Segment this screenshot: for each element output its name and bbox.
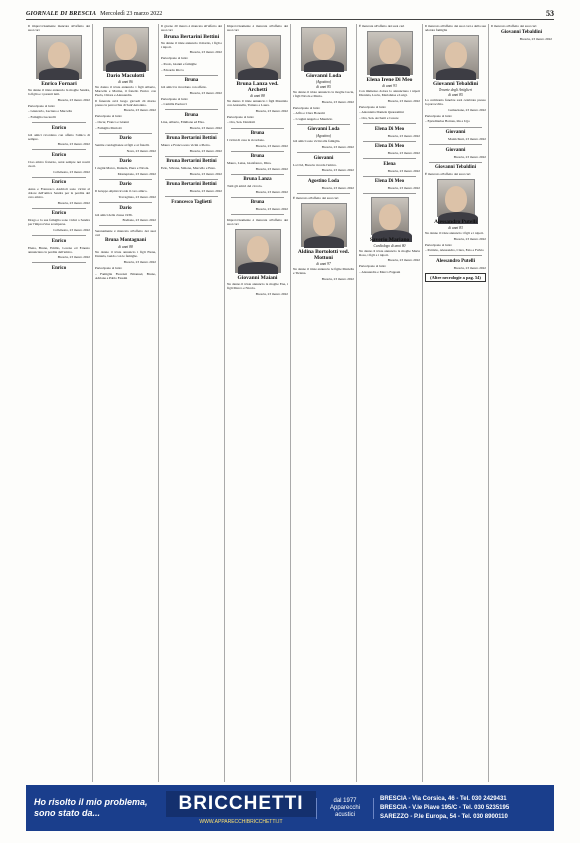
portrait-photo [433, 35, 479, 79]
notice-text: Ne danno il triste annuncio i figli e i nipoti. [425, 231, 484, 236]
issue-date: Mercoledì 23 marzo 2022 [100, 10, 163, 17]
notice-date: Brescia, 23 marzo 2022 [387, 133, 420, 138]
participant: – Famiglia Mariotti [95, 125, 122, 130]
column-2 [92, 24, 158, 782]
portrait-photo [301, 27, 347, 71]
notice-date: Brescia, 23 marzo 2022 [57, 97, 90, 102]
notice-date: Brescia, 23 marzo 2022 [321, 99, 354, 104]
deceased-name: Giovanni Tebaldini [501, 29, 542, 35]
notice-date: Brescia, 23 marzo 2022 [321, 168, 354, 173]
notice-date: Brescia, 23 marzo 2022 [321, 185, 354, 190]
participant: – Epruditerise Bornus, Ida e Ugo [425, 119, 470, 124]
ad-addresses [374, 795, 554, 822]
notice-date: Collebeato, 23 marzo 2022 [53, 228, 90, 232]
deceased-name: Enrico [51, 180, 67, 186]
deceased-name: Elena Di Meo [374, 144, 405, 150]
column-3 [158, 24, 224, 782]
notice-text: Ne danno il triste annuncio la moglie Maria Rosa, i figli e i nipoti. [359, 248, 420, 257]
intro-text: Il mancato all'affetto dei suoi cari e della sua adorata famiglia [425, 24, 486, 33]
ad-since-line-3: acustici [334, 811, 355, 818]
notice-date: Nave, 23 marzo 2022 [126, 148, 156, 153]
notice-text: La Cbd, Brescia ricorda l'amico. [293, 162, 337, 167]
participants-heading: Partecipano al lutto: [227, 114, 255, 119]
portrait-photo [301, 203, 347, 247]
notice-date: Brescia, 23 marzo 2022 [387, 258, 420, 263]
notice-text: Sentite condoglianze ai figli e ai fratelli. [95, 143, 150, 148]
deceased-name: Enrico [51, 238, 67, 244]
deceased-name: Enrico [51, 152, 67, 158]
notice-date: Travagliato, 23 marzo 2022 [118, 195, 156, 200]
notice-date: Lumezzane, 23 marzo 2022 [448, 107, 486, 112]
notice-date: Brescia, 23 marzo 2022 [453, 236, 486, 241]
intro-text: Il giorno 20 marzo è mancata all'affetto dei suoi cari [161, 24, 222, 33]
ad-brand [166, 791, 316, 825]
ad-website: WWW.APPARECCHIBRICCHETTI.IT [199, 819, 283, 825]
participants-heading: Partecipano al lutto: [161, 56, 189, 61]
deceased-age: di anni 85 [316, 85, 331, 89]
deceased-name: Bruna Bertarini Bettini [166, 136, 217, 142]
deceased-title: Cardiologo di anni 80 [373, 243, 406, 248]
notice-text: Gli amici sono vicini alla famiglia. [293, 139, 341, 144]
column-5 [290, 24, 356, 782]
portrait-photo [437, 179, 475, 217]
column-8 [488, 24, 554, 782]
participant: – Alessandra e Marco Fappani [359, 269, 401, 274]
notice-date: Brescia, 23 marzo 2022 [255, 143, 288, 148]
intro-text: Improvvisamente è mancata all'affetto dei suoi cari [227, 217, 288, 226]
deceased-name: Bruna [184, 112, 199, 118]
participant: – Oscar, Franco e Gianni [95, 120, 129, 125]
deceased-age: di anni 97 [316, 262, 331, 267]
deceased-nickname: (Agostino) [315, 134, 332, 139]
notice-text: I vicini di casa la ricordano. [227, 138, 265, 143]
notice-text: Gli amici la ricordano con affetto. [161, 85, 208, 90]
notice-text: Ne danno il triste annuncio la moglie Ena, i figli Marco e Nicola. [227, 282, 288, 291]
notice-date: Brescia, 23 marzo 2022 [255, 108, 288, 113]
notice-date: Brescia, 23 marzo 2022 [189, 50, 222, 55]
deceased-name: Giovanni Tebaldini [432, 81, 479, 88]
deceased-name: Dario Maculotti [106, 73, 145, 79]
notice-date: Brescia, 23 marzo 2022 [57, 200, 90, 205]
ad-address: BRESCIA - V.le Piave 195/C - Tel. 030 5235195 [380, 804, 510, 811]
deceased-name: Bruna [184, 78, 199, 84]
deceased-name: Enrico [51, 125, 67, 131]
notice-date: Brescia, 23 marzo 2022 [57, 255, 90, 260]
column-6 [356, 24, 422, 782]
deceased-age: di anni 93 [382, 84, 397, 89]
deceased-name: Dario [119, 136, 132, 142]
ad-since-line-2: Apparecchi [329, 804, 361, 811]
deceased-nickname: (Agostino) [315, 80, 332, 84]
participants-heading: Partecipano al lutto: [359, 264, 387, 269]
deceased-name: Agostino Loda [307, 178, 340, 184]
participants-heading: Partecipano al lutto: [359, 104, 387, 109]
intro-text: Improvvisamente è mancata all'affetto dei suoi cari [227, 24, 288, 33]
participants-heading: Partecipano al lutto: [28, 103, 56, 108]
intro-text: Serenamente è mancata all'affetto dei suoi cari [95, 228, 156, 237]
notice-text: Ne danno il triste annuncio i figli Maurizio con Antonella, Tiziano e Laura. [227, 99, 288, 108]
participants-heading: Partecipano al lutto: [293, 105, 321, 110]
notice-text: I cugini Marco, Daniela, Piera e Nicola. [95, 166, 150, 171]
notice-date: Brescia, 23 marzo 2022 [255, 207, 288, 212]
column-4 [224, 24, 290, 782]
participant: – Patrizio, Alessandro, Clara, Ezio e Fulvio [425, 248, 484, 253]
ad-slogan-line-1: Ho risolto il mio problema, [34, 797, 148, 807]
notice-date: Brescia, 23 marzo 2022 [57, 142, 90, 147]
deceased-name: Giovanni Maiani [237, 275, 278, 282]
notice-date: Brescia, 23 marzo 2022 [321, 276, 354, 281]
column-1 [26, 24, 92, 782]
notice-text: Tutti gli amici del circolo. [227, 184, 263, 189]
deceased-age: di anni 83 [448, 226, 463, 231]
notice-text: Ne danno il triste annuncio le figlie Mariella e Tiziana. [293, 267, 354, 276]
portrait-photo [371, 197, 409, 235]
participants-heading: Partecipano al lutto: [95, 266, 123, 270]
notice-text: Ne danno il triste annuncio la moglie Lucia, i figli Nicola e Maria. [293, 90, 354, 99]
participant: – Famiglia Lucarelli [28, 115, 56, 120]
ad-since-year: dal 1977 [333, 797, 357, 804]
page-header [26, 8, 554, 20]
participant: – Famiglia Fiorenzi Emanuel, Bruno, Adriana e Pablo Fassini [95, 271, 156, 280]
deceased-name: Elena Di Meo [374, 126, 405, 132]
deceased-name: Enrico [51, 211, 67, 217]
deceased-name: Giovanni Loda [307, 127, 340, 133]
ad-since [316, 798, 374, 819]
participant: – Paolo, Gianni e famiglie [161, 61, 197, 66]
notice-text: Con immenso dolore lo annunciano i nipoti Dionisia, Lucia, Marialuisa e Luigi. [359, 89, 420, 98]
deceased-age: di anni 88 [118, 245, 133, 250]
notice-text: Ne danno il triste annuncio i figli Alberto, Marcella e Marina, il fratello Enrico con Paola, Chiara e Alessandra. [95, 85, 156, 98]
deceased-name: Bruna Lanza [243, 177, 272, 183]
notice-text: Anna e Francesco Andrioli sono vicini al dolore dell'amica Sandra per la perdita del caro amico. [28, 187, 90, 200]
deceased-name: Giovanni [445, 147, 466, 153]
notice-text: Ciao amico fraterno, sarai sempre nei nostri cuori. [28, 159, 90, 168]
deceased-name: Enrico Fornari [41, 81, 77, 88]
participant: – Camilla Paolucci [161, 102, 187, 107]
deceased-age: di anni 85 [448, 93, 463, 98]
notice-date: Brescia, 23 marzo 2022 [123, 260, 156, 264]
deceased-name: Aldina Bortolotti ved. Mottoni [297, 249, 350, 262]
participant: – Alfio e Clara Bonomi [293, 111, 325, 116]
deceased-name: Bruna Bertarini Bettini [163, 33, 220, 40]
notice-text: Il Gruppo Alpini ricorda il caro amico. [95, 189, 148, 194]
notice-text: Il funerale avrà luogo giovedì 24 marzo presso la parrocchia di Sant'Antonino. [95, 98, 156, 107]
notice-text: Ne danno il triste annuncio il marito, i figli e i nipoti. [161, 40, 222, 49]
deceased-name: Alessandro Putelli [436, 258, 475, 264]
notice-date: Brescia, 23 marzo 2022 [387, 151, 420, 156]
ad-slogan [26, 797, 166, 819]
ad-address: BRESCIA - Via Corsica, 46 - Tel. 030 2429431 [380, 795, 507, 802]
notice-text: Elena, Bruna, Emilio, Lorena ed Ernesto annunciano la perdita dell'amico. [28, 245, 90, 254]
deceased-name: Bruna [250, 131, 265, 137]
notice-text: Drago e la sua famiglia sono vicini a Sandra per l'improvvisa scomparsa. [28, 218, 90, 227]
deceased-name: Bruna [250, 200, 265, 206]
deceased-name: Enrico [51, 265, 67, 271]
notice-date: Brescia, 23 marzo 2022 [189, 90, 222, 95]
column-7 [422, 24, 488, 782]
deceased-name: Bruna Lanza ved. Archetti [236, 81, 279, 94]
deceased-name: Bruna Bertarini Bettini [166, 159, 217, 165]
deceased-name: Elena [383, 161, 396, 167]
notice-date: Brescia, 23 marzo 2022 [387, 168, 420, 173]
participants-heading: Partecipano al lutto: [425, 242, 453, 247]
deceased-name: Dario [119, 182, 132, 188]
notice-text: Mauro e Franca sono vicini a Pietro. [161, 143, 211, 148]
deceased-age: di anni 86 [118, 80, 133, 84]
portrait-photo [235, 229, 281, 273]
notice-date: Brescia, 23 marzo 2022 [255, 166, 288, 171]
notice-text: Gli amici ricordano con affetto l'amico di sempre. [28, 132, 90, 141]
notice-date: Brescia, 23 marzo 2022 [255, 291, 288, 296]
intro-text: Il improvvisamente mancata all'affetto dei suoi cari [28, 24, 90, 33]
participants-heading: Partecipano al lutto: [161, 96, 189, 101]
intro-text: È mancata all'affetto dei suoi cari [359, 24, 405, 28]
deceased-name: Elena Di Meo [374, 179, 405, 185]
deceased-name: Bruna Bertarini Bettini [166, 182, 217, 188]
notice-text: Mauro, Luisa, Gianfranco, Dina. [227, 161, 272, 166]
participant: – Ora, Sen. Archetti e Cesare [359, 115, 399, 120]
notice-text: È mancato all'affetto dei suoi cari [425, 172, 471, 177]
deceased-name: Elena Irene Di Meo [366, 77, 413, 84]
notice-date: Brescia, 23 marzo 2022 [255, 189, 288, 194]
portrait-photo [235, 35, 281, 79]
deceased-name: Francesco Taglietti [171, 199, 212, 205]
participant: – Antonietta Daniela Quaresmini [359, 110, 404, 115]
portrait-photo [36, 35, 82, 79]
participant: – Edoardo Ricca [161, 67, 184, 72]
publication-name: GIORNALE DI BRESCIA [26, 10, 97, 17]
notice-date: Brescia, 23 marzo 2022 [321, 145, 354, 150]
notice-text: Ezio, Silvana, Simone, Marcello e Enzo. [161, 166, 217, 171]
deceased-name: Giovanni [445, 130, 466, 136]
deceased-name: Bruna [250, 154, 265, 160]
intro-text: Il mancato all'affetto dei suoi cari [491, 24, 537, 28]
advertisement-banner[interactable] [26, 785, 554, 831]
deceased-title: Tenente degli Artiglieri [438, 88, 473, 93]
notice-text: Ne danno il triste annuncio la moglie Sandra, la figlia e i parenti tutti. [28, 88, 90, 97]
page-number: 53 [546, 9, 554, 18]
deceased-name: Giovanni Loda [305, 73, 342, 79]
notice-date: Brescia, 23 marzo 2022 [189, 189, 222, 194]
notice-date: Brescia, 23 marzo 2022 [189, 171, 222, 176]
notice-text: Gli amici della classe 1936. [95, 212, 133, 217]
ad-slogan-line-2: sono stato da... [34, 808, 101, 818]
notice-date: Collebeato, 23 marzo 2022 [53, 169, 90, 174]
notice-date: Brescia, 23 marzo 2022 [189, 148, 222, 153]
notice-date: Bodiano, 23 marzo 2022 [122, 218, 156, 223]
notice-date: Brescia, 23 marzo 2022 [123, 108, 156, 113]
portrait-photo [103, 27, 149, 71]
notice-date: Montichiari, 23 marzo 2022 [447, 137, 486, 142]
notice-date: Brescia, 23 marzo 2022 [453, 154, 486, 159]
deceased-name: Giovanni Tebaldini [435, 165, 476, 171]
continued-note: (Altre necrologie a pag. 54) [425, 273, 486, 282]
portrait-photo [367, 31, 413, 75]
notice-text: La cerimonia funebre sarà celebrata presso la parrocchia. [425, 98, 486, 107]
deceased-name: Giovanni [313, 155, 334, 161]
obituary-columns [26, 24, 554, 782]
deceased-name: Bruna Montagnani [105, 238, 146, 244]
notice-date: Brescia, 23 marzo 2022 [387, 98, 420, 103]
ad-brand-name: BRICCHETTI [166, 791, 316, 817]
ad-address: SAREZZO - P.le Europa, 54 - Tel. 030 8900110 [380, 813, 508, 820]
intro-text: È mancato all'affetto dei suoi cari [293, 196, 339, 201]
deceased-age: di anni 88 [250, 94, 265, 99]
deceased-name: Alessandro Putelli [434, 219, 477, 226]
deceased-name: Saverio Mariano [369, 236, 410, 243]
deceased-name: Dario [119, 205, 132, 211]
notice-date: Brescia, 23 marzo 2022 [519, 36, 552, 41]
participant: – I cugini Angelo e Maurizio [293, 116, 333, 121]
participants-heading: Partecipano al lutto: [425, 113, 453, 118]
participants-heading: Partecipano al lutto: [95, 114, 123, 119]
notice-date: Montepiano, 23 marzo 2022 [117, 171, 156, 176]
notice-date: Brescia, 23 marzo 2022 [453, 265, 486, 270]
notice-text: Lina, Alberto, Emiliana ed Elsa. [161, 119, 205, 124]
notice-date: Brescia, 23 marzo 2022 [387, 186, 420, 191]
notice-date: Brescia, 23 marzo 2022 [189, 125, 222, 130]
deceased-name: Dario [119, 159, 132, 165]
participant: – Giancarlo, Luciano e Marcella [28, 109, 72, 114]
participant: – Ora, Sen. Danilotti [227, 120, 256, 125]
notice-text: Ne danno il triste annuncio i figli Elena, Daniela, Guido con le famiglie. [95, 250, 156, 259]
